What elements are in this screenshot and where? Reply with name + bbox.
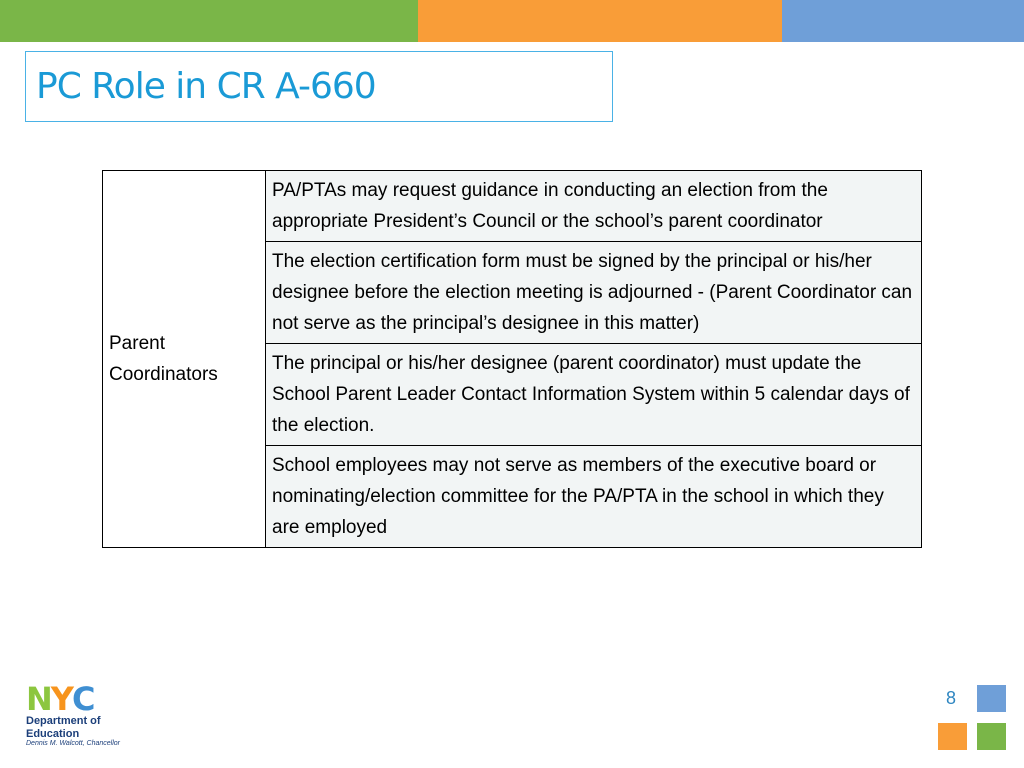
nyc-letter-c: C <box>71 680 94 718</box>
description-cell: PA/PTAs may request guidance in conducting an election from the appropriate President’s Council or the school’s parent coordinator <box>266 171 922 242</box>
orange-bar <box>418 0 782 42</box>
role-cell: Parent Coordinators <box>103 171 266 548</box>
table-row <box>103 171 922 242</box>
blue-bar <box>782 0 1024 42</box>
description-cell: The principal or his/her designee (parent coordinator) must update the School Parent Leader Contact Information System within 5 calendar days of the election. <box>266 344 922 446</box>
orange-square <box>938 723 967 750</box>
nyc-wordmark <box>26 680 156 718</box>
dept-line-2: Education <box>26 728 80 740</box>
description-cell: The election certification form must be signed by the principal or his/her designee before the election meeting is adjourned - (Parent Coordinator can not serve as the principal’s designee in this matter) <box>266 242 922 344</box>
slide-title: PC Role in CR A-660 <box>36 66 376 107</box>
nyc-letter-n: N <box>26 680 51 718</box>
nyc-letter-y: Y <box>50 680 72 718</box>
chancellor-line: Dennis M. Walcott, Chancellor <box>26 740 121 747</box>
green-bar <box>0 0 418 42</box>
nyc-doe-logo <box>26 680 156 754</box>
blue-square <box>977 685 1006 712</box>
title-box <box>25 51 613 122</box>
top-color-bars <box>0 0 1024 42</box>
dept-line-1: Department of <box>26 715 101 727</box>
description-cell: School employees may not serve as members of the executive board or nominating/election committee for the PA/PTA in the school in which they are employed <box>266 446 922 548</box>
green-square <box>977 723 1006 750</box>
page-number: 8 <box>946 688 957 708</box>
role-table <box>102 170 922 548</box>
